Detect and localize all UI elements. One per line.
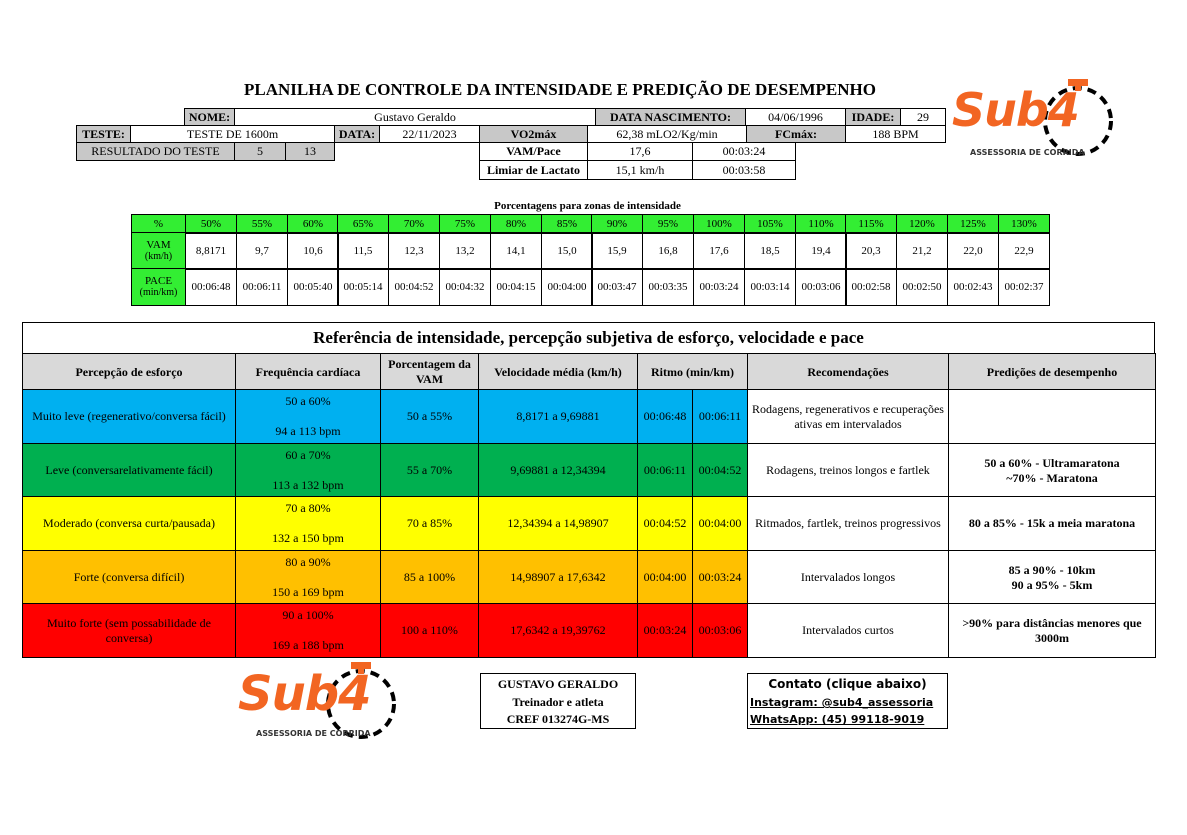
pace-start-cell: 00:04:00 (637, 550, 693, 605)
zone-pace-cell: 00:02:50 (896, 268, 948, 306)
zone-vam-cell: 20,3 (845, 232, 897, 270)
header-predictions: Predições de desempenho (948, 353, 1156, 391)
heart-rate-bpm: 94 a 113 bpm (275, 424, 341, 438)
speed-cell: 8,8171 a 9,69881 (478, 389, 638, 444)
zone-vam-cell: 21,2 (896, 232, 948, 270)
coach-name: GUSTAVO GERALDO (497, 677, 619, 691)
zone-vam-cell: 14,1 (490, 232, 542, 270)
zone-pace-cell: 00:05:40 (287, 268, 339, 306)
contact-title: Contato (clique abaixo) (768, 677, 927, 691)
pace-start-cell: 00:06:11 (637, 443, 693, 498)
heart-rate-bpm: 113 a 132 bpm (272, 478, 344, 492)
pace-end-cell: 00:03:06 (692, 603, 748, 658)
zones-pace-label-line2: (min/km) (139, 287, 178, 298)
fc-label: FCmáx: (746, 125, 846, 143)
vam-percent-cell: 100 a 110% (380, 603, 479, 658)
zone-vam-cell: 11,5 (337, 232, 389, 270)
speed-cell: 14,98907 a 17,6342 (478, 550, 638, 605)
zone-pace-cell: 00:02:43 (947, 268, 999, 306)
date-label: DATA: (334, 125, 380, 143)
zone-vam-cell: 16,8 (642, 232, 694, 270)
recommendation-cell: Intervalados curtos (747, 603, 949, 658)
logo-tagline: ASSESSORIA DE CORRIDA (256, 729, 371, 738)
prediction-cell (948, 603, 1156, 658)
header-pace: Ritmo (min/km) (637, 353, 748, 391)
age-label: IDADE: (845, 108, 901, 126)
zone-pace-cell: 00:03:06 (795, 268, 847, 306)
prediction-line-1: >90% para distâncias menores que 3000m (962, 615, 1142, 645)
pace-end-cell: 00:04:52 (692, 443, 748, 498)
age-value: 29 (900, 108, 946, 126)
prediction-cell (948, 389, 1156, 444)
zone-percent-cell: 95% (642, 214, 694, 234)
effort-cell: Forte (conversa difícil) (22, 550, 236, 605)
zone-vam-cell: 8,8171 (185, 232, 237, 270)
sub4-logo-bottom (236, 658, 401, 748)
fc-value: 188 BPM (845, 125, 946, 143)
zone-percent-cell: 105% (744, 214, 796, 234)
effort-cell: Moderado (conversa curta/pausada) (22, 496, 236, 551)
vam-label: VAM/Pace (479, 142, 588, 161)
vam-percent-cell: 50 a 55% (380, 389, 479, 444)
zone-vam-cell: 15,0 (541, 232, 593, 270)
zone-percent-cell: 85% (541, 214, 593, 234)
zones-caption: Porcentagens para zonas de intensidade (494, 200, 681, 212)
recommendation-cell: Ritmados, fartlek, treinos progressivos (747, 496, 949, 551)
zone-pace-cell: 00:04:32 (439, 268, 491, 306)
zone-pace-cell: 00:04:00 (541, 268, 593, 306)
speed-cell: 12,34394 a 14,98907 (478, 496, 638, 551)
zone-percent-cell: 115% (845, 214, 897, 234)
heart-rate-percent: 90 a 100% (282, 608, 334, 622)
heart-rate-percent: 50 a 60% (285, 394, 331, 408)
coach-cref: CREF 013274G-MS (506, 712, 610, 726)
heart-rate-cell (235, 443, 381, 498)
name-label: NOME: (184, 108, 235, 126)
pace-end-cell: 00:03:24 (692, 550, 748, 605)
sub4-logo (950, 73, 1115, 168)
zone-percent-cell: 80% (490, 214, 542, 234)
vam-value: 17,6 (587, 142, 693, 161)
recommendation-cell: Intervalados longos (747, 550, 949, 605)
coach-role: Treinador e atleta (512, 695, 604, 709)
pace-start-cell: 00:04:52 (637, 496, 693, 551)
logo-tagline: ASSESSORIA DE CORRIDA (970, 148, 1085, 157)
zone-pace-cell: 00:05:14 (337, 268, 389, 306)
pace-end-cell: 00:06:11 (692, 389, 748, 444)
zone-percent-cell: 100% (693, 214, 745, 234)
heart-rate-bpm: 132 a 150 bpm (272, 531, 344, 545)
speed-cell: 17,6342 a 19,39762 (478, 603, 638, 658)
zone-pace-cell: 00:02:37 (998, 268, 1050, 306)
header-recommendations: Recomendações (747, 353, 949, 391)
pace-start-cell: 00:03:24 (637, 603, 693, 658)
zones-pct-label: % (131, 214, 186, 234)
heart-rate-percent: 60 a 70% (285, 448, 331, 462)
zones-vam-label-line1: VAM (146, 239, 171, 251)
zone-pace-cell: 00:03:24 (693, 268, 745, 306)
zone-percent-cell: 120% (896, 214, 948, 234)
recommendation-cell: Rodagens, regenerativos e recuperações ativas em intervalados (747, 389, 949, 444)
zone-vam-cell: 22,0 (947, 232, 999, 270)
zone-vam-cell: 15,9 (591, 232, 643, 270)
result-minutes: 5 (234, 142, 286, 161)
zone-vam-cell: 17,6 (693, 232, 745, 270)
zone-vam-cell: 18,5 (744, 232, 796, 270)
zone-pace-cell: 00:06:11 (236, 268, 288, 306)
zone-percent-cell: 90% (591, 214, 643, 234)
lactate-value: 15,1 km/h (587, 160, 693, 180)
pace-end-cell: 00:04:00 (692, 496, 748, 551)
prediction-cell (948, 496, 1156, 551)
zone-percent-cell: 55% (236, 214, 288, 234)
zone-percent-cell: 60% (287, 214, 339, 234)
prediction-line-1: 80 a 85% - 15k a meia maratona (968, 516, 1136, 530)
result-seconds: 13 (285, 142, 335, 161)
birth-date: 04/06/1996 (745, 108, 846, 126)
zone-percent-cell: 110% (795, 214, 847, 234)
effort-cell: Muito forte (sem possabilidade de conversa) (22, 603, 236, 658)
speed-cell: 9,69881 a 12,34394 (478, 443, 638, 498)
heart-rate-cell (235, 603, 381, 658)
whatsapp-link[interactable]: WhatsApp: (45) 99118-9019 (750, 713, 925, 726)
zone-pace-cell: 00:03:14 (744, 268, 796, 306)
heart-rate-cell (235, 496, 381, 551)
athlete-name: Gustavo Geraldo (234, 108, 596, 126)
birth-date-label: DATA NASCIMENTO: (595, 108, 746, 126)
header-speed: Velocidade média (km/h) (478, 353, 638, 391)
zone-percent-cell: 50% (185, 214, 237, 234)
heart-rate-bpm: 169 a 188 bpm (272, 638, 344, 652)
lactate-pace: 00:03:58 (692, 160, 796, 180)
result-label: RESULTADO DO TESTE (76, 142, 235, 161)
instagram-link[interactable]: Instagram: @sub4_assessoria (750, 696, 934, 709)
contact-card (747, 673, 948, 729)
zone-pace-cell: 00:03:35 (642, 268, 694, 306)
lactate-label: Limiar de Lactato (479, 160, 588, 180)
reference-title: Referência de intensidade, percepção subjetiva de esforço, velocidade e pace (313, 328, 864, 347)
vam-percent-cell: 55 a 70% (380, 443, 479, 498)
zone-pace-cell: 00:03:47 (591, 268, 643, 306)
prediction-cell (948, 550, 1156, 605)
pace-start-cell: 00:06:48 (637, 389, 693, 444)
header-effort: Percepção de esforço (22, 353, 236, 391)
zones-pace-label-line1: PACE (144, 275, 173, 287)
zone-percent-cell: 70% (388, 214, 440, 234)
header-heart-rate: Frequência cardíaca (235, 353, 381, 391)
zone-vam-cell: 22,9 (998, 232, 1050, 270)
zone-vam-cell: 19,4 (795, 232, 847, 270)
zones-vam-label (131, 232, 186, 270)
effort-cell: Muito leve (regenerativo/conversa fácil) (22, 389, 236, 444)
vam-percent-cell: 70 a 85% (380, 496, 479, 551)
zone-percent-cell: 75% (439, 214, 491, 234)
prediction-line-1: 85 a 90% - 10km (1008, 562, 1096, 577)
zone-vam-cell: 12,3 (388, 232, 440, 270)
test-date: 22/11/2023 (379, 125, 480, 143)
zone-pace-cell: 00:04:52 (388, 268, 440, 306)
zone-vam-cell: 9,7 (236, 232, 288, 270)
page-title: PLANILHA DE CONTROLE DA INTENSIDADE E PREDIÇÃO DE DESEMPENHO (244, 80, 876, 99)
prediction-line-1: 50 a 60% - Ultramaratona (984, 455, 1120, 470)
zones-pace-label (131, 268, 186, 306)
zone-pace-cell: 00:06:48 (185, 268, 237, 306)
zone-vam-cell: 13,2 (439, 232, 491, 270)
logo-wordmark: Sub4 (238, 666, 371, 722)
recommendation-cell: Rodagens, treinos longos e fartlek (747, 443, 949, 498)
test-name: TESTE DE 1600m (130, 125, 335, 143)
zone-vam-cell: 10,6 (287, 232, 339, 270)
header-vam-percent: Porcentagem da VAM (380, 353, 479, 391)
heart-rate-percent: 80 a 90% (285, 555, 331, 569)
logo-wordmark: Sub4 (952, 83, 1079, 137)
test-label: TESTE: (76, 125, 131, 143)
vo2-value: 62,38 mLO2/Kg/min (587, 125, 747, 143)
vam-pace: 00:03:24 (692, 142, 796, 161)
heart-rate-percent: 70 a 80% (285, 501, 331, 515)
vo2-label: VO2máx (479, 125, 588, 143)
vam-percent-cell: 85 a 100% (380, 550, 479, 605)
effort-cell: Leve (conversarelativamente fácil) (22, 443, 236, 498)
heart-rate-bpm: 150 a 169 bpm (272, 585, 344, 599)
zone-percent-cell: 130% (998, 214, 1050, 234)
heart-rate-cell (235, 550, 381, 605)
zone-percent-cell: 125% (947, 214, 999, 234)
heart-rate-cell (235, 389, 381, 444)
zone-percent-cell: 65% (337, 214, 389, 234)
coach-card (480, 673, 636, 729)
zone-pace-cell: 00:02:58 (845, 268, 897, 306)
prediction-line-2: 90 a 95% - 5km (1011, 577, 1093, 592)
zones-vam-label-line2: (km/h) (144, 251, 173, 262)
prediction-line-2: ~70% - Maratona (1006, 470, 1098, 485)
prediction-cell (948, 443, 1156, 498)
zone-pace-cell: 00:04:15 (490, 268, 542, 306)
